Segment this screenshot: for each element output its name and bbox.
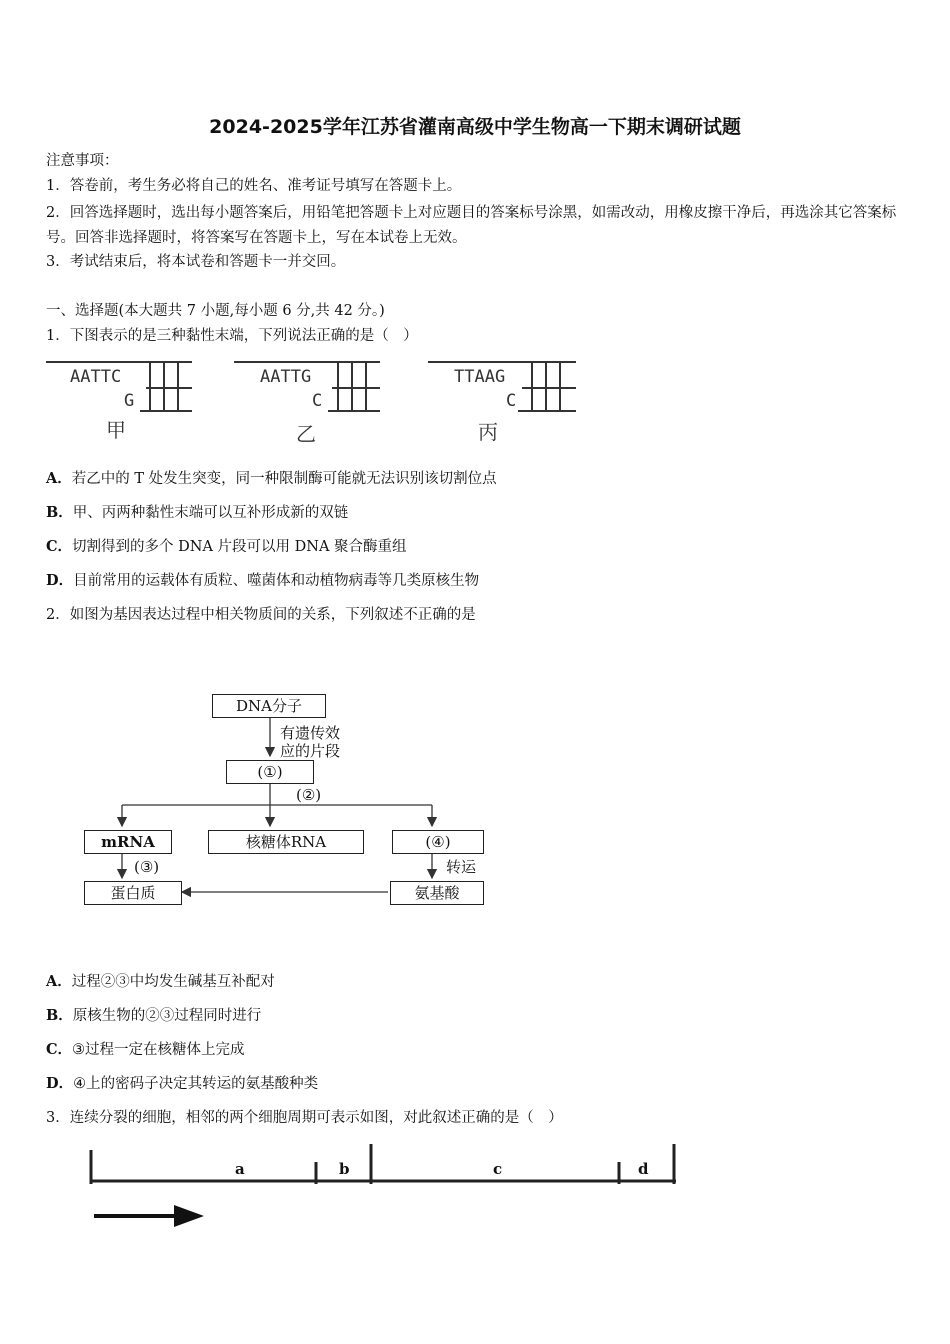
q2-option-b — [46, 1006, 261, 1026]
q1-option-d — [46, 571, 479, 591]
rrna-node: 核糖体RNA — [208, 830, 364, 854]
q1-option-a — [46, 469, 497, 489]
option-text: 切割得到的多个 DNA 片段可以用 DNA 聚合酶重组 — [72, 539, 407, 555]
cell-cycle-figure — [86, 1140, 686, 1235]
q3-stem: 3．连续分裂的细胞，相邻的两个细胞周期可表示如图，对此叙述正确的是（ ） — [46, 1110, 563, 1126]
q1-stem: 1．下图表示的是三种黏性末端，下列说法正确的是（ ） — [46, 328, 418, 344]
option-text: 甲、丙两种黏性末端可以互补形成新的双链 — [72, 505, 349, 521]
node-4: (④) — [392, 830, 484, 854]
sticky-end-jia-caption: 甲 — [106, 418, 126, 442]
edge-label-line2: 应的片段 — [280, 742, 341, 760]
sticky-end-bing-caption: 丙 — [478, 420, 498, 444]
option-letter: C． — [46, 538, 73, 555]
q2-option-d — [46, 1074, 318, 1094]
edge-label-line1: 有遗传效 — [280, 724, 341, 742]
section-heading: 一、选择题(本大题共 7 小题,每小题 6 分,共 42 分。) — [46, 303, 385, 319]
sticky-end-yi-top: AATTG — [260, 367, 312, 387]
q1-option-b — [46, 503, 348, 523]
segment-a: a — [235, 1160, 245, 1178]
segment-d: d — [638, 1160, 649, 1178]
protein-node: 蛋白质 — [84, 881, 182, 905]
dna-node: DNA分子 — [212, 694, 326, 718]
option-text: ④上的密码子决定其转运的氨基酸种类 — [73, 1076, 319, 1092]
page-title: 2024-2025学年江苏省灌南高级中学生物高一下期末调研试题 — [209, 116, 741, 138]
option-text: ③过程一定在核糖体上完成 — [72, 1042, 245, 1058]
q1-sticky-end-figure — [46, 358, 606, 448]
notice-item-1: 1．答卷前，考生务必将自己的姓名、准考证号填写在答题卡上。 — [46, 178, 462, 194]
mrna-node: mRNA — [84, 830, 172, 854]
cell-cycle-lines — [86, 1140, 686, 1235]
sticky-end-yi-bottom: C — [312, 391, 323, 411]
option-letter: C． — [46, 1041, 73, 1058]
option-letter: D． — [46, 1075, 74, 1092]
segment-b: b — [339, 1160, 350, 1178]
edge-2-label: (②) — [296, 786, 322, 804]
sticky-end-jia-top: AATTC — [70, 367, 122, 387]
sticky-end-yi-caption: 乙 — [296, 422, 316, 446]
option-letter: A． — [46, 973, 72, 990]
gene-expression-diagram — [80, 690, 510, 915]
edge-3-label: (③) — [134, 858, 160, 876]
option-letter: B． — [46, 504, 73, 521]
sticky-end-jia-bottom: G — [124, 391, 135, 411]
option-text: 原核生物的②③过程同时进行 — [72, 1008, 262, 1024]
amino-acid-node: 氨基酸 — [390, 881, 484, 905]
segment-c: c — [493, 1160, 503, 1178]
transport-label: 转运 — [446, 858, 477, 876]
option-letter: D． — [46, 572, 74, 589]
notice-item-3: 3．考试结束后，将本试卷和答题卡一并交回。 — [46, 254, 346, 270]
option-text: 过程②③中均发生碱基互补配对 — [71, 974, 275, 990]
node-1: (①) — [226, 760, 314, 784]
notice-item-2: 2．回答选择题时，选出每小题答案后，用铅笔把答题卡上对应题目的答案标号涂黑，如需改动，用橡皮擦干净后，再选涂其它答案标号。回答非选择题时，将答案写在答题卡上，写在本试卷上无效。 — [46, 205, 897, 246]
option-letter: A． — [46, 470, 72, 487]
option-text: 若乙中的 T 处发生突变，同一种限制酶可能就无法识别该切割位点 — [71, 471, 497, 487]
option-letter: B． — [46, 1007, 73, 1024]
q2-option-c — [46, 1040, 245, 1060]
notice-heading: 注意事项： — [46, 153, 119, 169]
sticky-end-bing-top: TTAAG — [454, 367, 506, 387]
option-text: 目前常用的运载体有质粒、噬菌体和动植物病毒等几类原核生物 — [73, 573, 480, 589]
sticky-end-bing-bottom: C — [506, 391, 517, 411]
q2-option-a — [46, 972, 275, 992]
q2-stem: 2．如图为基因表达过程中相关物质间的关系，下列叙述不正确的是 — [46, 607, 476, 623]
q1-option-c — [46, 537, 407, 557]
